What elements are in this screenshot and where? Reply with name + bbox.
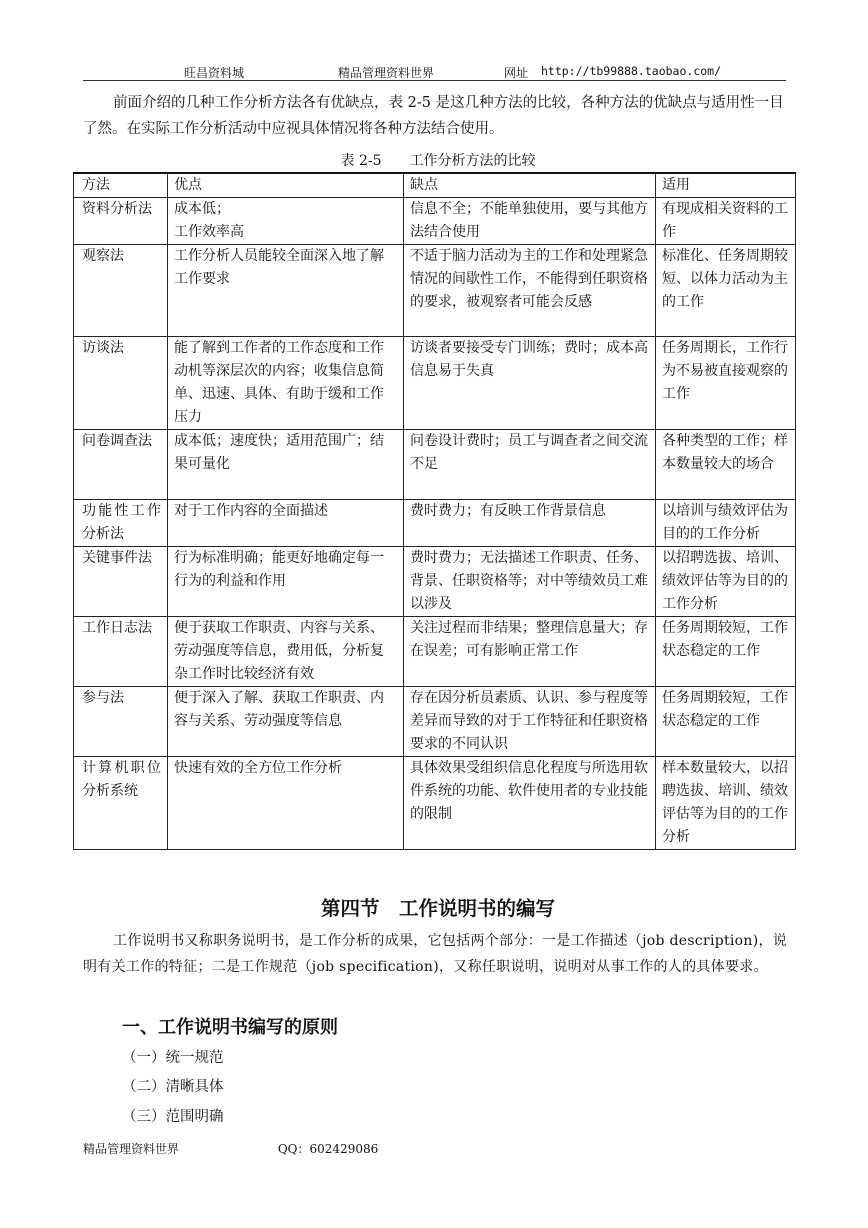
method-cell: 问卷调查法 [74, 430, 168, 500]
pros-cell: 对于工作内容的全面描述 [168, 500, 404, 547]
use-cell: 以培训与绩效评估为目的的工作分析 [656, 500, 796, 547]
pros-cell: 便于获取工作职责、内容与关系、劳动强度等信息，费用低，分析复杂工作时比较经济有效 [168, 617, 404, 687]
cons-cell: 信息不全；不能单独使用，要与其他方法结合使用 [404, 198, 656, 245]
principle-item: （二）清晰具体 [122, 1079, 224, 1095]
use-cell: 样本数量较大，以招聘选拔、培训、绩效评估等为目的的工作分析 [656, 757, 796, 850]
table-row [74, 500, 796, 547]
pros-cell: 能了解到工作者的工作态度和工作动机等深层次的内容；收集信息简单、迅速、具体、有助于缓和工作压力 [168, 337, 404, 430]
principle-item: （一）统一规范 [122, 1050, 224, 1066]
table-row [74, 757, 796, 850]
header-site-name: 精品管理资料世界 [338, 66, 435, 80]
section-title: 第四节 工作说明书的编写 [320, 897, 555, 920]
method-cell: 工作日志法 [74, 617, 168, 687]
use-cell: 各种类型的工作；样本数量较大的场合 [656, 430, 796, 500]
use-cell: 任务周期较短，工作状态稳定的工作 [656, 687, 796, 757]
column-header-use: 适用 [656, 173, 796, 198]
method-cell: 功能性工作分析法 [74, 500, 168, 547]
page-header [83, 62, 786, 81]
cons-cell: 具体效果受组织信息化程度与所选用软件系统的功能、软件使用者的专业技能的限制 [404, 757, 656, 850]
cons-cell: 问卷设计费时；员工与调查者之间交流不足 [404, 430, 656, 500]
use-cell: 标准化、任务周期较短、以体力活动为主的工作 [656, 245, 796, 337]
header-shop-name: 旺昌资料城 [184, 66, 245, 80]
table-caption: 表 2-5 工作分析方法的比较 [340, 153, 536, 169]
subsection-title: 一、工作说明书编写的原则 [122, 1017, 338, 1038]
method-cell: 参与法 [74, 687, 168, 757]
use-cell: 有现成相关资料的工作 [656, 198, 796, 245]
cons-cell: 费时费力；有反映工作背景信息 [404, 500, 656, 547]
cons-cell: 费时费力；无法描述工作职责、任务、背景、任职资格等；对中等绩效员工难以涉及 [404, 547, 656, 617]
header-url-label: 网址 [504, 66, 529, 80]
column-header-cons: 缺点 [404, 173, 656, 198]
table-header-row [74, 173, 796, 198]
footer-qq: QQ：602429086 [277, 1142, 379, 1156]
method-cell: 计算机职位分析系统 [74, 757, 168, 850]
method-cell: 关键事件法 [74, 547, 168, 617]
header-url[interactable]: http://tb99888.taobao.com/ [541, 64, 722, 78]
cons-cell: 关注过程而非结果；整理信息量大；存在误差；可有影响正常工作 [404, 617, 656, 687]
footer-site-name: 精品管理资料世界 [83, 1142, 180, 1156]
pros-cell: 便于深入了解、获取工作职责、内容与关系、劳动强度等信息 [168, 687, 404, 757]
table-row [74, 617, 796, 687]
methods-comparison-table [73, 172, 796, 850]
table-row [74, 245, 796, 337]
pros-cell: 工作分析人员能较全面深入地了解工作要求 [168, 245, 404, 337]
column-header-method: 方法 [74, 173, 168, 198]
cons-cell: 存在因分析员素质、认识、参与程度等差异而导致的对于工作特征和任职资格要求的不同认识 [404, 687, 656, 757]
column-header-pros: 优点 [168, 173, 404, 198]
use-cell: 任务周期长，工作行为不易被直接观察的工作 [656, 337, 796, 430]
method-cell: 观察法 [74, 245, 168, 337]
method-cell: 访谈法 [74, 337, 168, 430]
pros-cell: 快速有效的全方位工作分析 [168, 757, 404, 850]
cons-cell: 不适于脑力活动为主的工作和处理紧急情况的间歇性工作，不能得到任职资格的要求，被观察者可能会反感 [404, 245, 656, 337]
method-cell: 资料分析法 [74, 198, 168, 245]
principle-item: （三）范围明确 [122, 1109, 224, 1125]
intro-paragraph: 前面介绍的几种工作分析方法各有优缺点，表 2-5 是这几种方法的比较，各种方法的优缺点与适用性一目了然。在实际工作分析活动中应视具体情况将各种方法结合使用。 [83, 95, 784, 137]
pros-cell: 行为标准明确；能更好地确定每一行为的利益和作用 [168, 547, 404, 617]
use-cell: 任务周期较短，工作状态稳定的工作 [656, 617, 796, 687]
page-footer [83, 1140, 473, 1157]
table-row [74, 198, 796, 245]
table-row [74, 687, 796, 757]
table-row [74, 430, 796, 500]
pros-cell: 成本低； 工作效率高 [168, 198, 404, 245]
cons-cell: 访谈者要接受专门训练；费时；成本高信息易于失真 [404, 337, 656, 430]
table-row [74, 337, 796, 430]
pros-cell: 成本低；速度快；适用范围广；结果可量化 [168, 430, 404, 500]
section-paragraph: 工作说明书又称职务说明书，是工作分析的成果，它包括两个部分：一是工作描述（job description)，说明有关工作的特征；二是工作规范（job specification)，又称任职说明，说明对从事工作的人的具体要求。 [83, 933, 788, 975]
table-row [74, 547, 796, 617]
use-cell: 以招聘选拔、培训、绩效评估等为目的的工作分析 [656, 547, 796, 617]
